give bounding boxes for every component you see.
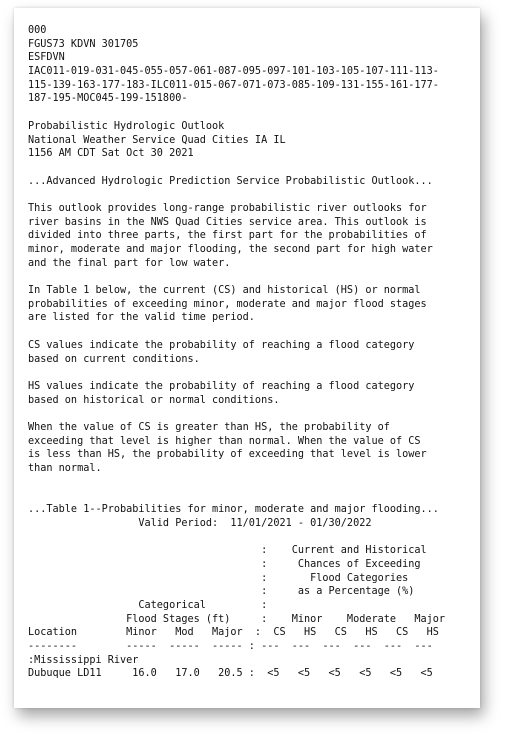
compare-explain-line: exceeding that level is higher than normal. When the value of CS bbox=[28, 435, 421, 447]
document-page bbox=[14, 8, 480, 708]
intro-line: This outlook provides long-range probabilistic river outlooks for bbox=[28, 202, 427, 214]
intro-line: minor, moderate and major flooding, the second part for high water bbox=[28, 244, 433, 255]
blank-line bbox=[28, 325, 445, 339]
blank-line bbox=[28, 476, 445, 490]
intro-line: and the final part for low water. bbox=[28, 257, 231, 269]
blank-line bbox=[28, 530, 445, 544]
blank-line bbox=[28, 489, 445, 503]
table-caption: ...Table 1--Probabilities for minor, moderate and major flooding... bbox=[28, 504, 439, 516]
intro-line: river basins in the NWS Quad Cities service area. This outlook is bbox=[28, 216, 427, 228]
blank-line bbox=[28, 407, 445, 421]
table-explain-line: probabilities of exceeding minor, moderate and major flood stages bbox=[28, 298, 427, 310]
outlook-title: Probabilistic Hydrologic Outlook bbox=[28, 120, 225, 132]
blank-line bbox=[28, 270, 445, 284]
outlook-text bbox=[28, 24, 445, 681]
cs-explain-line: based on current conditions. bbox=[28, 353, 200, 365]
table-explain-line: In Table 1 below, the current (CS) and historical (HS) or normal bbox=[28, 285, 421, 297]
table-header-line: : Current and Historical bbox=[28, 545, 427, 557]
valid-period: Valid Period: 11/01/2021 - 01/30/2022 bbox=[28, 517, 372, 529]
table-explain-line: are listed for the valid time period. bbox=[28, 312, 255, 324]
compare-explain-line: than normal. bbox=[28, 463, 102, 474]
product-id: FGUS73 KDVN 301705 bbox=[28, 38, 139, 50]
compare-explain-line: is less than HS, the probability of exceeding that level is lower bbox=[28, 449, 427, 461]
table-divider: -------- ----- ----- ----- : --- --- --- --- --- --- bbox=[28, 640, 433, 652]
zones-line: 115-139-163-177-183-ILC011-015-067-071-073-085-109-131-155-161-177- bbox=[28, 79, 439, 91]
table-row: Dubuque LD11 16.0 17.0 20.5 : <5 <5 <5 <5 <5 <5 bbox=[28, 668, 433, 680]
compare-explain-line: When the value of CS is greater than HS, the probability of bbox=[28, 421, 390, 433]
blank-line bbox=[28, 106, 445, 120]
intro-line: divided into three parts, the first part for the probabilities of bbox=[28, 230, 427, 242]
headline: ...Advanced Hydrologic Prediction Service Probabilistic Outlook... bbox=[28, 175, 433, 187]
product-code: 000 bbox=[28, 25, 47, 36]
table-header-line: : as a Percentage (%) bbox=[28, 586, 415, 598]
awips-id: ESFDVN bbox=[28, 52, 65, 64]
blank-line bbox=[28, 366, 445, 380]
blank-line bbox=[28, 161, 445, 175]
issue-time: 1156 AM CDT Sat Oct 30 2021 bbox=[28, 148, 194, 160]
table-header-line: Location Minor Mod Major : CS HS CS HS CS HS bbox=[28, 627, 439, 639]
hs-explain-line: based on historical or normal conditions. bbox=[28, 394, 280, 406]
cs-explain-line: CS values indicate the probability of reaching a flood category bbox=[28, 339, 415, 351]
blank-line bbox=[28, 188, 445, 202]
zones-line: 187-195-MOC045-199-151800- bbox=[28, 93, 188, 105]
river-name: :Mississippi River bbox=[28, 654, 139, 666]
table-header-line: Flood Stages (ft) : Minor Moderate Major bbox=[28, 613, 446, 625]
zones-line: IAC011-019-031-045-055-057-061-087-095-097-101-103-105-107-111-113- bbox=[28, 66, 439, 78]
hs-explain-line: HS values indicate the probability of reaching a flood category bbox=[28, 380, 415, 392]
issuing-office: National Weather Service Quad Cities IA IL bbox=[28, 134, 286, 146]
table-header-line: Categorical : bbox=[28, 599, 268, 611]
table-header-line: : Flood Categories bbox=[28, 572, 409, 584]
table-header-line: : Chances of Exceeding bbox=[28, 558, 421, 570]
